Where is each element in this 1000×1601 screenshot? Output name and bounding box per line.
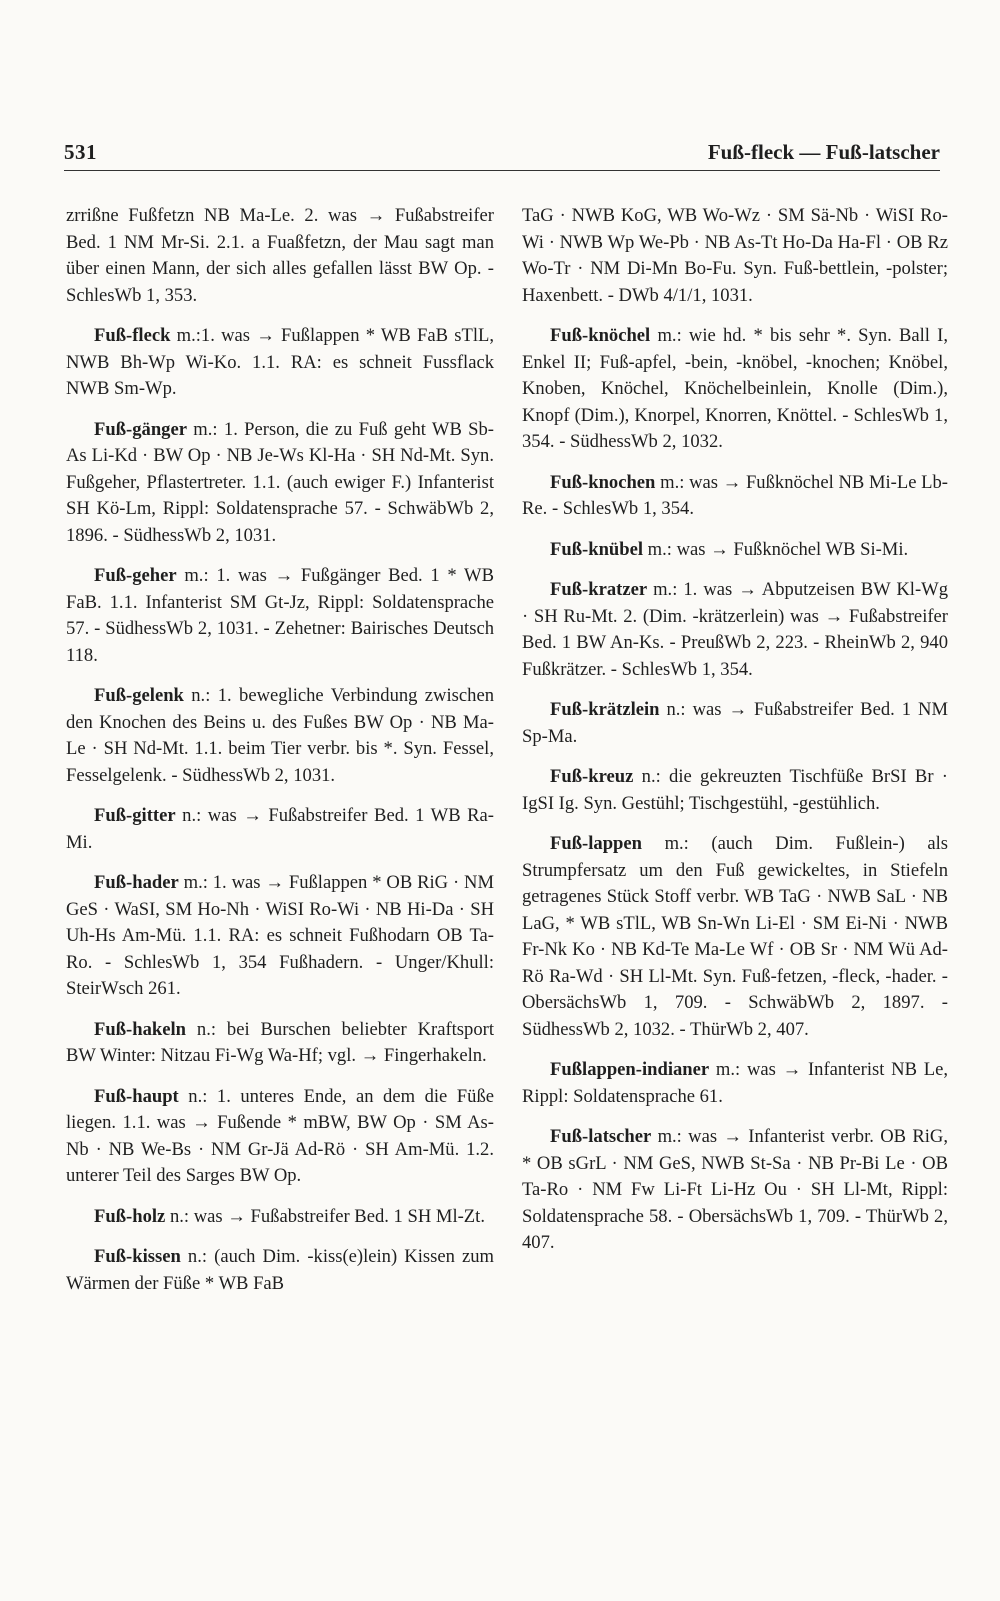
dictionary-entry bbox=[522, 470, 948, 523]
entry-headword: Fuß-lappen bbox=[550, 833, 642, 854]
entry-headword: Fuß-kissen bbox=[94, 1246, 181, 1267]
entry-text: m.: 1. Person, die zu Fuß geht WB Sb-As Li-Kd · BW Op · NB Je-Ws Kl-Ha · SH Nd-Mt. Syn. Fußgeher, Pflastertreter. 1.1. (auch ewiger F.) Infanterist SH Kö-Lm, Rippl: Soldatensprache 57. - SchwäbWb 2, 1896. - SüdhessWb 2, 1031. bbox=[66, 418, 494, 546]
dictionary-entry bbox=[66, 683, 494, 789]
dictionary-entry bbox=[66, 323, 494, 403]
entry-headword: Fuß-holz bbox=[94, 1205, 166, 1227]
dictionary-entry bbox=[66, 563, 494, 669]
left-column bbox=[66, 203, 494, 1311]
entry-headword: Fuß-hakeln bbox=[94, 1018, 186, 1040]
right-column bbox=[522, 203, 948, 1271]
entry-headword: Fuß-haupt bbox=[94, 1085, 179, 1107]
entry-headword: Fuß-knochen bbox=[550, 471, 656, 493]
dictionary-entry bbox=[66, 1204, 494, 1231]
dictionary-entry bbox=[66, 1017, 494, 1070]
dictionary-entry bbox=[522, 1057, 948, 1110]
dictionary-entry bbox=[66, 203, 494, 309]
entry-text: m.: 1. was → Fußgänger Bed. 1 * WB FaB. 1.1. Infanterist SM Gt-Jz, Rippl: Soldatensprache 57. - SüdhessWb 2, 1031. - Zehetner: Bairisches Deutsch 118. bbox=[66, 565, 494, 666]
entry-text: m.: was → Infanterist verbr. OB RiG, * OB sGrL · NM GeS, NWB St-Sa · NB Pr-Bi Le · OB Ta-Ro · NM Fw Li-Ft Li-Hz Ou · SH Ll-Mt, Rippl: Soldatensprache 58. - ObersächsWb 1, 709. - ThürWb 2, 407. bbox=[522, 1126, 948, 1253]
entry-headword: Fuß-geher bbox=[94, 565, 177, 586]
entry-headword: Fuß-gitter bbox=[94, 805, 176, 826]
entry-headword: Fuß-krätzlein bbox=[550, 699, 660, 720]
dictionary-entry bbox=[66, 870, 494, 1003]
page-number: 531 bbox=[64, 140, 97, 164]
dictionary-entry bbox=[66, 1084, 494, 1190]
dictionary-entry bbox=[522, 323, 948, 456]
entry-text: m.: wie hd. * bis sehr *. Syn. Ball I, Enkel II; Fuß-apfel, -bein, -knöbel, -knochen; Knöbel, Knoben, Knöchel, Knöchelbeinlein, Knolle (Dim.), Knopf (Dim.), Knorpel, Knorren, Knöttel. - SchlesWb 1, 354. - SüdhessWb 2, 1032. bbox=[522, 325, 949, 452]
entry-text: n.: 1. bewegliche Verbindung zwischen den Knochen des Beins u. des Fußes BW Op · NB Ma-Le · SH Nd-Mt. 1.1. beim Tier verbr. bis *. Syn. Fessel, Fesselgelenk. - SüdhessWb 2, 1031. bbox=[66, 685, 494, 786]
entry-text: TaG · NWB KoG, WB Wo-Wz · SM Sä-Nb · WiSI Ro-Wi · NWB Wp We-Pb · NB As-Tt Ho-Da Ha-Fl · OB Rz Wo-Tr · NM Di-Mn Bo-Fu. Syn. Fuß-bettlein, -polster; Haxenbett. - DWb 4/1/1, 1031. bbox=[522, 205, 948, 306]
entry-text: m.: was → Fußknöchel NB Mi-Le Lb-Re. - SchlesWb 1, 354. bbox=[522, 471, 948, 519]
entry-headword: Fuß-fleck bbox=[94, 325, 171, 346]
entry-headword: Fuß-gänger bbox=[94, 418, 187, 440]
entry-text: n.: die gekreuzten Tischfüße BrSI Br · IgSI Ig. Syn. Gestühl; Tischgestühl, -gestühlich. bbox=[522, 766, 949, 814]
entry-headword: Fuß-kreuz bbox=[550, 766, 634, 787]
entry-headword: Fußlappen-indianer bbox=[550, 1059, 710, 1080]
entry-headword: Fuß-latscher bbox=[550, 1126, 652, 1147]
dictionary-entry bbox=[522, 831, 948, 1043]
running-header-title: Fuß-fleck — Fuß-latscher bbox=[707, 140, 940, 164]
entry-headword: Fuß-knübel bbox=[550, 538, 644, 560]
entry-text: n.: was → Fußabstreifer Bed. 1 SH Ml-Zt. bbox=[169, 1205, 485, 1227]
dictionary-entry bbox=[66, 417, 494, 550]
dictionary-entry bbox=[66, 803, 494, 856]
entry-text: m.: was → Fußknöchel WB Si-Mi. bbox=[647, 538, 909, 560]
entry-text: n.: was → Fußabstreifer Bed. 1 WB Ra-Mi. bbox=[66, 805, 495, 853]
dictionary-entry bbox=[66, 1244, 494, 1297]
entry-text: n.: 1. unteres Ende, an dem die Füße liegen. 1.1. was → Fußende * mBW, BW Op · SM As-Nb · NB We-Bs · NM Gr-Jä Ad-Rö · SH Am-Mü. 1.2. unterer Teil des Sarges BW Op. bbox=[66, 1085, 494, 1186]
dictionary-entry bbox=[522, 203, 948, 309]
dictionary-entry bbox=[522, 764, 948, 817]
entry-text: m.: 1. was → Abputzeisen BW Kl-Wg · SH Ru-Mt. 2. (Dim. -krätzerlein) was → Fußabstreifer Bed. 1 BW An-Ks. - PreußWb 2, 223. - RheinWb 2, 940 Fußkrätzer. - SchlesWb 1, 354. bbox=[522, 579, 948, 680]
entry-text: n.: (auch Dim. -kiss(e)lein) Kissen zum Wärmen der Füße * WB FaB bbox=[66, 1246, 494, 1294]
entry-headword: Fuß-gelenk bbox=[94, 685, 184, 706]
entry-headword: Fuß-kratzer bbox=[550, 579, 648, 600]
header-rule bbox=[64, 170, 940, 171]
entry-text: m.: 1. was → Fußlappen * OB RiG · NM GeS · WaSI, SM Ho-Nh · WiSI Ro-Wi · NB Hi-Da · SH Uh-Hs Am-Mü. 1.1. RA: es schneit Fußhodarn OB Ta-Ro. - SchlesWb 1, 354 Fußhadern. - Unger/Khull: SteirWsch 261. bbox=[66, 872, 495, 999]
entry-text: n.: bei Burschen beliebter Kraftsport BW Winter: Nitzau Fi-Wg Wa-Hf; vgl. → Fingerhakeln. bbox=[66, 1018, 494, 1066]
dictionary-entry bbox=[522, 537, 948, 564]
entry-headword: Fuß-hader bbox=[94, 872, 179, 893]
entry-headword: Fuß-knöchel bbox=[550, 325, 651, 346]
entry-text: m.:1. was → Fußlappen * WB FaB sTlL, NWB Bh-Wp Wi-Ko. 1.1. RA: es schneit Fussflack NWB Sm-Wp. bbox=[66, 325, 494, 399]
entry-text: n.: was → Fußabstreifer Bed. 1 NM Sp-Ma. bbox=[522, 699, 948, 747]
dictionary-entry bbox=[522, 577, 948, 683]
entry-text: m.: was → Infanterist NB Le, Rippl: Soldatensprache 61. bbox=[522, 1059, 948, 1107]
dictionary-entry bbox=[522, 1124, 948, 1257]
entry-text: m.: (auch Dim. Fußlein-) als Strumpfersatz um den Fuß gewickeltes, in Stiefeln getragenes Stück Stoff verbr. WB TaG · NWB SaL · NB LaG, * WB sTlL, WB Sn-Wn Li-El · SM Ei-Ni · NWB Fr-Nk Ko · NB Kd-Te Ma-Le Wf · OB Sr · NM Wü Ad-Rö Ra-Wd · SH Ll-Mt. Syn. Fuß-fetzen, -fleck, -hader. - ObersächsWb 1, 709. - SchwäbWb 2, 1897. - SüdhessWb 2, 1032. - ThürWb 2, 407. bbox=[522, 833, 948, 1040]
entry-text: zrrißne Fußfetzn NB Ma-Le. 2. was → Fußabstreifer Bed. 1 NM Mr-Si. 2.1. a Fuaßfetzn, der Mau sagt man über einen Mann, der sich alles gefallen lässt BW Op. - SchlesWb 1, 353. bbox=[66, 205, 494, 306]
dictionary-entry bbox=[522, 697, 948, 750]
